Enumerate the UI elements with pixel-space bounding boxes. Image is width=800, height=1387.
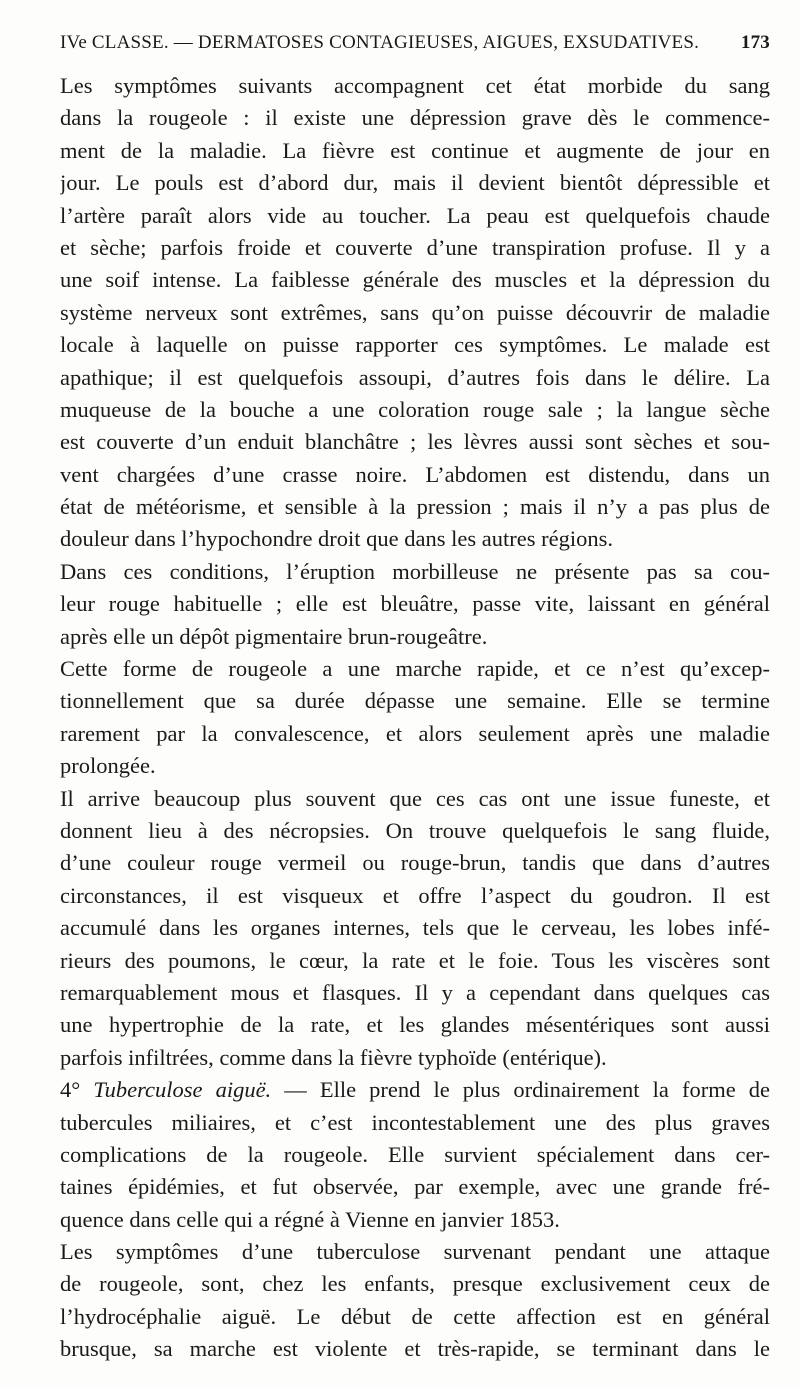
text-line: Dans ces conditions, l’éruption morbilleuse ne présente pas sa cou- (60, 558, 770, 584)
text-line: rarement par la convalescence, et alors seulement après une maladie (60, 720, 770, 746)
text-line: tubercules miliaires, et c’est incontestablement une des plus graves (60, 1109, 770, 1135)
text-line: état de météorisme, et sensible à la pression ; mais il n’y a pas plus de (60, 494, 770, 520)
text-line: d’une couleur rouge vermeil ou rouge-brun, tandis que dans d’autres (60, 850, 770, 876)
text-line: prolongée. (60, 753, 156, 779)
page-number: 173 (740, 32, 770, 53)
text-line: Les symptômes d’une tuberculose survenant pendant une attaque (60, 1239, 770, 1265)
text-line: jour. Le pouls est d’abord dur, mais il devient bientôt dépressible et (60, 170, 770, 196)
text-line: douleur dans l’hypochondre droit que dans les autres régions. (60, 526, 613, 552)
text-line: quence dans celle qui a régné à Vienne en janvier 1853. (60, 1206, 560, 1232)
text-line: de rougeole, sont, chez les enfants, presque exclusivement ceux de (60, 1271, 770, 1297)
line-text: — Elle prend le plus ordinairement la forme de (271, 1077, 770, 1103)
text-line: Cette forme de rougeole a une marche rapide, et ce n’est qu’excep- (60, 656, 770, 682)
text-line: circonstances, il est visqueux et offre l’aspect du goudron. Il est (60, 882, 770, 908)
text-line: remarquablement mous et flasques. Il y a cependant dans quelques cas (60, 979, 770, 1005)
text-line: parfois infiltrées, comme dans la fièvre typhoïde (entérique). (60, 1044, 607, 1070)
text-line: brusque, sa marche est violente et très-rapide, se terminant dans le (60, 1336, 770, 1362)
text-line: complications de la rougeole. Elle survient spécialement dans cer- (60, 1141, 770, 1167)
text-line: Les symptômes suivants accompagnent cet état morbide du sang (60, 73, 770, 98)
text-line: dans la rougeole : il existe une dépression grave dès le commence- (60, 105, 770, 131)
section-number: 4° (60, 1077, 94, 1103)
text-line: accumulé dans les organes internes, tels que le cerveau, les lobes infé- (60, 915, 770, 941)
text-line (60, 1074, 770, 1106)
running-head (60, 32, 770, 54)
text-line: taines épidémies, et fut observée, par exemple, avec une grande fré- (60, 1174, 770, 1200)
text-line: l’artère paraît alors vide au toucher. La peau est quelquefois chaude (60, 202, 770, 228)
text-line: est couverte d’un enduit blanchâtre ; les lèvres aussi sont sèches et sou- (60, 429, 770, 455)
running-head-title: IVe CLASSE. — DERMATOSES CONTAGIEUSES, AIGUES, EXSUDATIVES. (60, 32, 700, 53)
text-line: une soif intense. La faiblesse générale des muscles et la dépression du (60, 267, 770, 293)
text-line: et sèche; parfois froide et couverte d’une transpiration profuse. Il y a (60, 234, 770, 260)
text-line: système nerveux sont extrêmes, sans qu’on puisse découvrir de maladie (60, 299, 770, 325)
text-line: tionnellement que sa durée dépasse une semaine. Elle se termine (60, 688, 770, 714)
text-line: une hypertrophie de la rate, et les glandes mésentériques sont aussi (60, 1012, 770, 1038)
text-line: donnent lieu à des nécropsies. On trouve quelquefois le sang fluide, (60, 817, 770, 843)
text-line: ment de la maladie. La fièvre est continue et augmente de jour en (60, 137, 770, 163)
text-line: locale à laquelle on puisse rapporter ces symptômes. Le malade est (60, 332, 770, 358)
section-heading: Tuberculose aiguë. (93, 1077, 272, 1103)
text-line: apathique; il est quelquefois assoupi, d’autres fois dans le délire. La (60, 364, 770, 390)
body-text (60, 70, 770, 1366)
text-line: l’hydrocéphalie aiguë. Le début de cette affection est en général (60, 1303, 770, 1329)
text-line: vent chargées d’une crasse noire. L’abdomen est distendu, dans un (60, 461, 770, 487)
text-line: muqueuse de la bouche a une coloration rouge sale ; la langue sèche (60, 396, 770, 422)
text-line: Il arrive beaucoup plus souvent que ces cas ont une issue funeste, et (60, 785, 770, 811)
text-line: leur rouge habituelle ; elle est bleuâtre, passe vite, laissant en général (60, 591, 770, 617)
text-line: rieurs des poumons, le cœur, la rate et le foie. Tous les viscères sont (60, 947, 770, 973)
text-line: après elle un dépôt pigmentaire brun-rougeâtre. (60, 623, 488, 649)
